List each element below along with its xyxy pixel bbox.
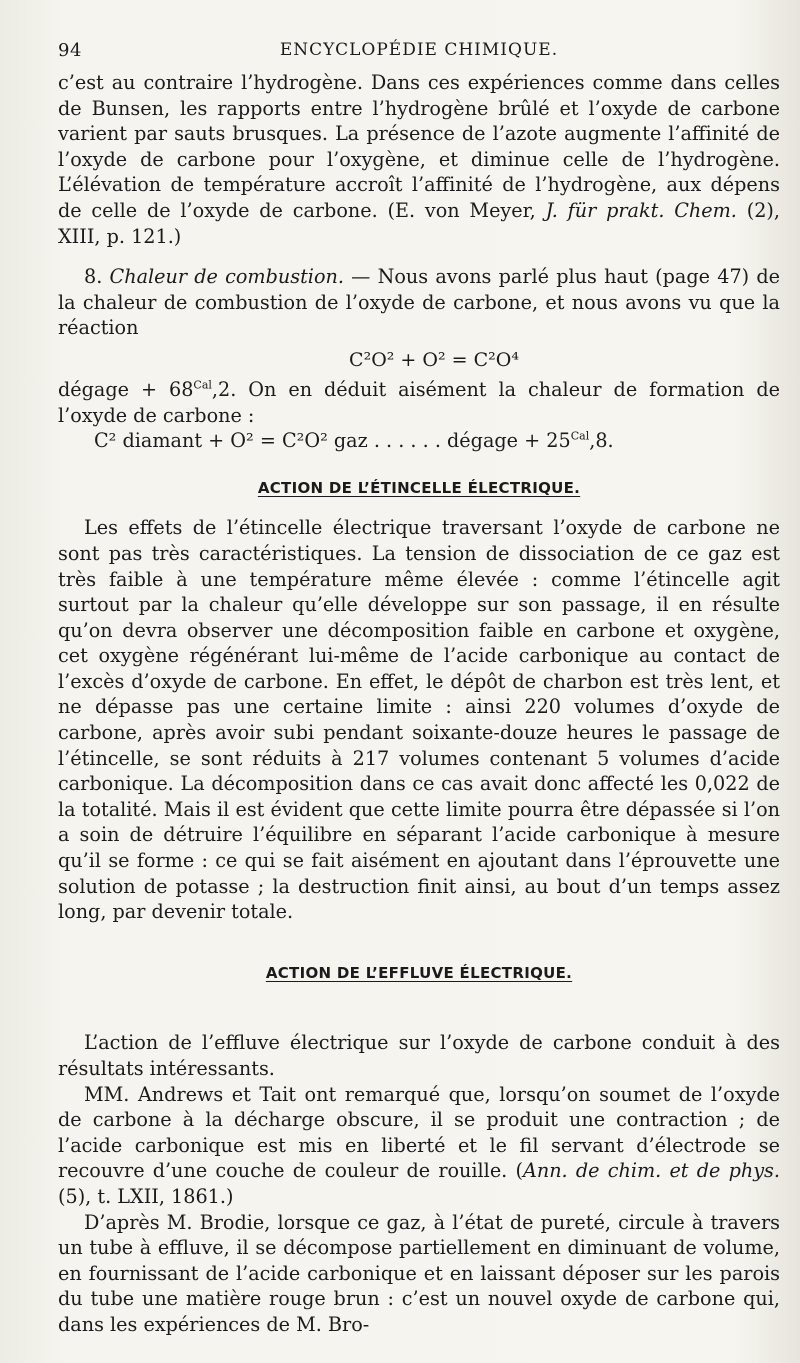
- spark-paragraph: Les effets de l’étincelle électrique traversant l’oxyde de carbone ne sont pas très caractéristiques. La tension de dissociation de ce gaz est très faible à une température même élevée : comme l’étincelle agit surtout par la chaleur qu’elle développe sur son passage, il en résulte qu’on devra observer une décomposition faible en carbone et oxygène, cet oxygène régénérant lui-même de l’acide carbonique au contact de l’excès d’oxyde de carbone. En effet, le dépôt de charbon est très lent, et ne dépasse pas une certaine limite : ainsi 220 volumes d’oxyde de carbone, après avoir subi pendant soixante-douze heures le passage de l’étincelle, se sont réduits à 217 volumes contenant 5 volumes d’acide carbonique. La décomposition dans ce cas avait donc affecté les 0,022 de la totalité. Mais il est évident que cette limite pourra être dépassée si l’on a soin de détruire l’équilibre en séparant l’acide carbonique à mesure qu’il se forme : ce qui se fait aisément en ajoutant dans l’éprouvette une solution de potasse ; la destruction finit ainsi, au bout d’un temps assez long, par devenir totale.: [58, 516, 780, 924]
- running-head: [58, 34, 780, 70]
- heat-release-unit: Cal: [193, 378, 212, 392]
- intro-citation-tail: (2), XIII, p. 121.): [58, 198, 780, 248]
- spark-heading: ACTION DE L’ÉTINCELLE ÉLECTRIQUE.: [257, 478, 581, 497]
- intro-text: c’est au contraire l’hydrogène. Dans ces expériences comme dans celles de Bunsen, les rapports entre l’hydrogène brûlé et l’oxyde de carbone varient par sauts brusques. La présence de l’azote augmente l’affinité de l’oxyde de carbone pour l’oxygène, et diminue celle de l’hydrogène. L’élévation de température accroît l’affinité de l’hydrogène, aux dépens de celle de l’oxyde de carbone. (E. von Meyer,: [58, 71, 780, 222]
- formation-text: C² diamant + O² = C²O² gaz . . . . . . dégage + 25: [94, 429, 571, 453]
- running-title: ENCYCLOPÉDIE CHIMIQUE.: [279, 40, 559, 60]
- heat-release-line: [58, 377, 780, 428]
- page-number: 94: [58, 40, 82, 61]
- heat-release-tail: ,2. On en déduit aisément la chaleur de formation de l’oxyde de carbone :: [58, 377, 780, 427]
- formation-tail: ,8.: [589, 429, 614, 453]
- section-8-text: — Nous avons parlé plus haut (page 47) de la chaleur de combustion de l’oxyde de carbone, et nous avons vu que la réaction: [58, 265, 780, 340]
- formation-equation: [58, 428, 780, 454]
- annales-citation-tail: (5), t. LXII, 1861.): [58, 1184, 234, 1208]
- heat-release-text: dégage + 68: [58, 377, 194, 401]
- section-8-title: Chaleur de combustion.: [109, 265, 344, 289]
- formation-unit: Cal: [570, 429, 590, 443]
- journal-citation: J. für prakt. Chem.: [545, 198, 737, 222]
- effluve-paragraph-3: D’après M. Brodie, lorsque ce gaz, à l’état de pureté, circule à travers un tube à effluve, il se décompose partiellement en diminuant de volume, en fournissant de l’acide carbonique et en laissant déposer sur les parois du tube une matière rouge brun : c’est un nouvel oxyde de carbone qui, dans les expériences de M. Bro-: [58, 1210, 780, 1336]
- annales-citation: Ann. de chim. et de phys.: [522, 1159, 781, 1183]
- effluve-heading: ACTION DE L’EFFLUVE ÉLECTRIQUE.: [265, 963, 573, 982]
- section-8-paragraph: [58, 264, 780, 341]
- intro-paragraph: [58, 70, 780, 249]
- effluve-paragraph-2: [58, 1082, 780, 1210]
- effluve-paragraph-1: L’action de l’effluve électrique sur l’oxyde de carbone conduit à des résultats intéressants.: [58, 1031, 780, 1080]
- andrews-tait-text: MM. Andrews et Tait ont remarqué que, lorsqu’on soumet de l’oxyde de carbone à la décharge obscure, il se produit une contraction ; de l’acide carbonique est mis en liberté et le fil servant d’électrode se recouvre d’une couche de couleur de rouille. (: [58, 1082, 780, 1183]
- combustion-equation: C²O² + O² = C²O⁴: [349, 348, 519, 371]
- page-body: [58, 70, 780, 1338]
- section-8-number: 8.: [84, 265, 110, 289]
